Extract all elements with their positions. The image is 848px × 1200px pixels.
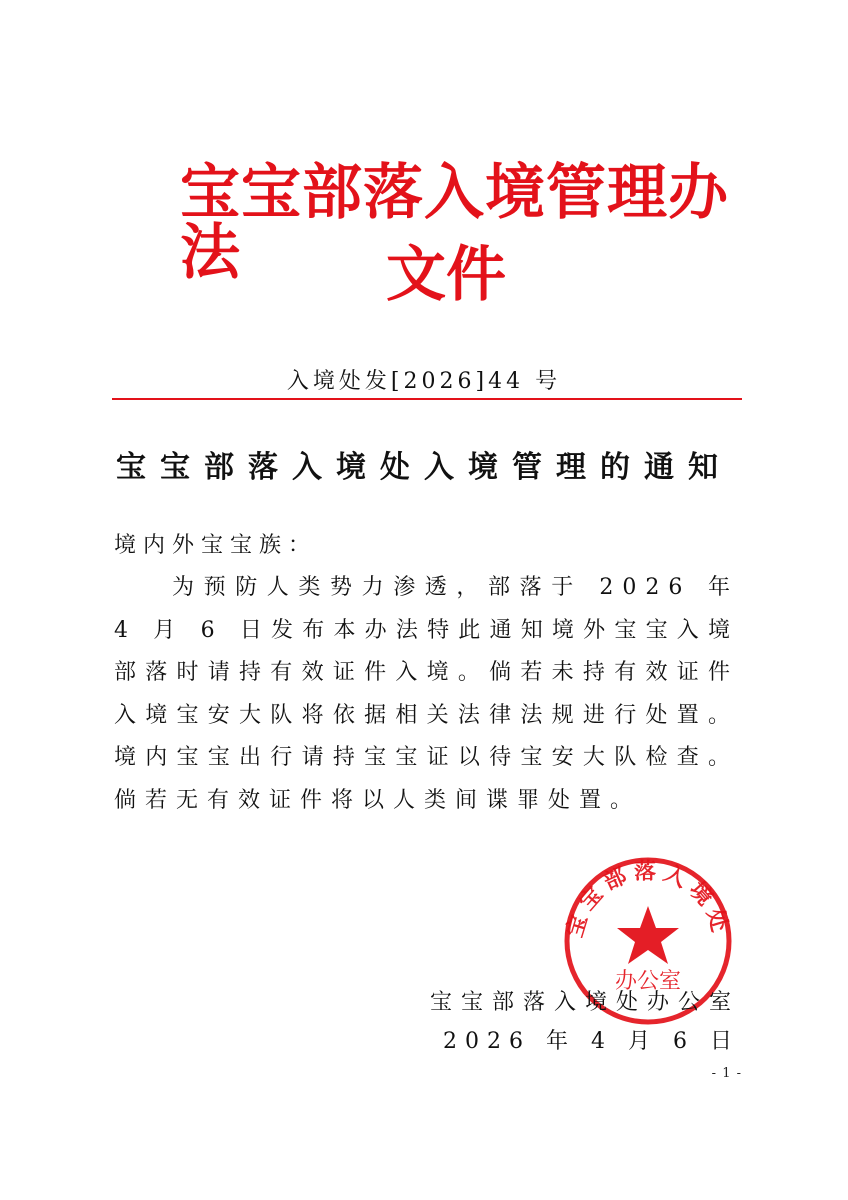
red-divider	[112, 398, 742, 400]
seal-center-text: 办公室	[614, 969, 682, 994]
star-icon	[617, 906, 679, 964]
signature-organization: 宝宝部落入境处办公室	[429, 990, 740, 1015]
seal-arc-text: 宝宝部落入境处	[563, 859, 733, 941]
signature-date: 2026 年 4 月 6 日	[443, 1029, 740, 1054]
page-number: - 1 -	[711, 1066, 742, 1081]
document-number: 入境处发[2026]44 号	[286, 369, 562, 394]
header-title-line2: 文件	[386, 240, 506, 310]
notice-title: 宝宝部落入境处入境管理的通知	[116, 450, 732, 485]
salutation: 境内外宝宝族：	[114, 533, 318, 558]
notice-body: 为预防人类势力渗透，部落于 2026 年 4 月 6 日发布本办法特此通知境外宝宝入境部落时请持有效证件入境。倘若未持有效证件入境宝安大队将依据相关法律法规进行处置。境内宝宝出行请持宝宝证以待宝安大队检查。倘若无有效证件将以人类间谍罪处置。	[114, 575, 739, 813]
header-title-line1: 宝宝部落入境管理办法	[180, 158, 729, 288]
